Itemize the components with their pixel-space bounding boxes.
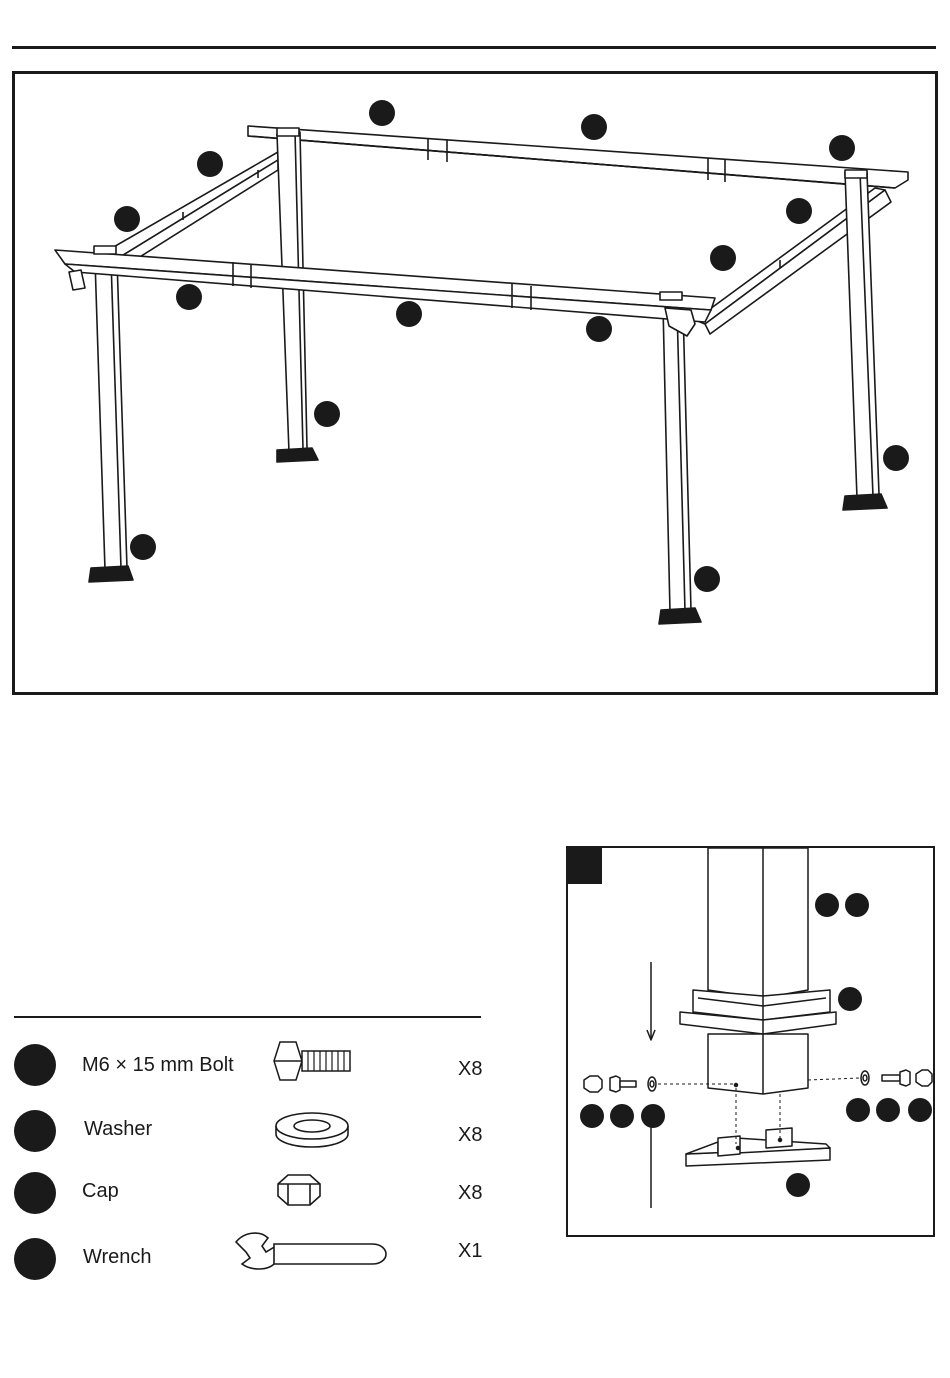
back-left-post [277,132,318,462]
post-base-detail-diagram [566,846,935,1237]
callout-marker [197,151,223,177]
wrench-icon [230,1228,388,1276]
callout-marker [694,566,720,592]
callout-marker [876,1098,900,1122]
base-plate [686,1128,830,1166]
callout-marker [586,316,612,342]
page-header-rule [12,46,936,49]
trim-collar [680,990,836,1034]
callout-marker [176,284,202,310]
pergola-frame-drawing [15,74,935,692]
callout-marker [846,1098,870,1122]
callout-marker [710,245,736,271]
front-left-post [89,260,133,582]
hardware-name: Wrench [83,1246,152,1268]
callout-marker [610,1104,634,1128]
hardware-qty: X8 [458,1058,483,1080]
post-lower [708,1034,808,1094]
callout-marker [883,445,909,471]
callout-marker [908,1098,932,1122]
hardware-name: Cap [82,1180,119,1202]
callout-marker [114,206,140,232]
hardware-item-cap [14,1172,494,1222]
callout-marker [838,987,862,1011]
callout-marker [130,534,156,560]
hardware-qty: X1 [458,1240,483,1262]
post-upper [708,848,808,998]
hardware-item-wrench [14,1238,494,1288]
hardware-name: Washer [84,1118,153,1140]
callout-marker [396,301,422,327]
back-right-post [843,172,887,510]
bolt-icon [270,1036,354,1086]
callout-marker [314,401,340,427]
callout-marker [14,1110,56,1152]
hardware-qty: X8 [458,1124,483,1146]
callout-marker [829,135,855,161]
callout-marker [581,114,607,140]
pergola-overview-diagram [12,71,938,695]
hardware-list-rule [14,1016,481,1018]
back-beam [248,126,908,188]
callout-marker [369,100,395,126]
callout-marker [641,1104,665,1128]
callout-marker [845,893,869,917]
callout-marker [14,1172,56,1214]
callout-marker [580,1104,604,1128]
callout-marker [815,893,839,917]
callout-marker [14,1044,56,1086]
hardware-qty: X8 [458,1182,483,1204]
right-fasteners [861,1070,932,1086]
hardware-item-bolt [14,1042,494,1092]
callout-marker [786,198,812,224]
hardware-item-washer [14,1110,494,1160]
callout-marker [786,1173,810,1197]
callout-marker [14,1238,56,1280]
front-beam [55,250,715,336]
left-fasteners [584,1076,656,1092]
washer-icon [272,1110,352,1152]
hardware-name: M6 × 15 mm Bolt [82,1054,234,1076]
cap-nut-icon [274,1172,324,1208]
post-base-drawing [568,848,935,1237]
